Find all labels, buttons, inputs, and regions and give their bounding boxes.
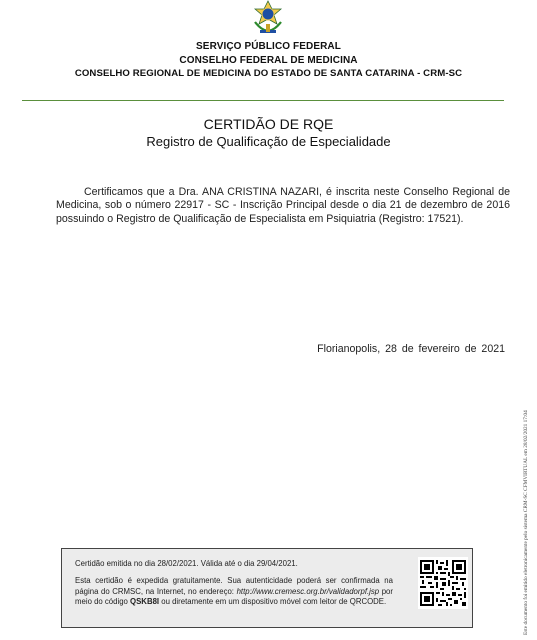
- authenticity-text: [75, 576, 393, 608]
- validation-code: QSKB8I: [130, 597, 160, 607]
- header-line-1: SERVIÇO PÚBLICO FEDERAL: [196, 41, 341, 52]
- side-note-wrapper: [523, 365, 533, 635]
- header-divider: [22, 100, 504, 101]
- place-and-date: Florianopolis, 28 de fevereiro de 2021: [317, 343, 505, 355]
- title-subtitle: Registro de Qualificação de Especialidade: [146, 134, 391, 149]
- issue-validity-text: Certidão emitida no dia 28/02/2021. Válida até o dia 29/04/2021.: [75, 559, 298, 568]
- certificate-body: [56, 186, 510, 226]
- qr-code-icon[interactable]: [418, 557, 468, 609]
- header-line-3: CONSELHO REGIONAL DE MEDICINA DO ESTADO DE SANTA CATARINA - CRM-SC: [74, 68, 463, 79]
- authenticity-text-1: Esta certidão é expedida gratuitamente. Sua autenticidade poderá ser confirmada na página do CRMSC, na Internet, no endereço:: [75, 576, 393, 596]
- validation-footer: [61, 548, 473, 628]
- electronic-issue-note: Este documento foi emitido eletronicamente pelo sistema CRM-SC CFMVIRTUAL em 28/02/2021 17:04: [523, 410, 529, 635]
- authenticity-text-2: por meio do código: [75, 586, 393, 607]
- title-main: CERTIDÃO DE RQE: [203, 116, 334, 132]
- validation-link[interactable]: http://www.cremesc.org.br/validadorpf.jsp: [236, 586, 380, 596]
- certificate-body-text: Certificamos que a Dra. ANA CRISTINA NAZARI, é inscrita neste Conselho Regional de Medicina, sob o número 22917 - SC - Inscrição Principal desde o dia 21 de dezembro de 2016 possuindo o Registro de Qualificação de Especialista em Psiquiatria (Registro: 17521).: [56, 186, 510, 225]
- document-header: [0, 40, 537, 81]
- document-title: [0, 116, 537, 150]
- header-line-2: CONSELHO FEDERAL DE MEDICINA: [179, 54, 358, 66]
- brazil-coat-of-arms-icon: [251, 0, 285, 36]
- authenticity-text-3: ou diretamente em um dispositivo móvel com leitor de QRCODE.: [159, 597, 387, 607]
